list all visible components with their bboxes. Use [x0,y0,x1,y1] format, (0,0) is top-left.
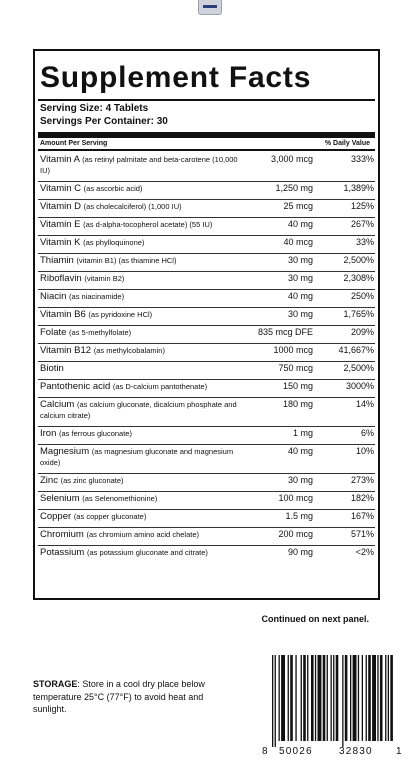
nutrient-name [40,428,240,439]
amount-per-serving-header: Amount Per Serving [40,140,108,147]
package-top-mark [198,0,222,15]
barcode-bar [281,655,285,741]
barcode-bar [307,655,308,741]
barcode-bar [358,655,359,741]
nutrient-daily-value: 2,500% [343,363,374,373]
barcode-bar [275,655,276,747]
barcode-bar [272,655,273,747]
nutrient-amount: 750 mcg [278,363,313,373]
daily-value-header: % Daily Value [324,140,370,147]
nutrient-row [38,271,375,290]
nutrient-row [38,343,375,362]
barcode-bar [336,655,339,741]
nutrient-row [38,509,375,528]
panel-title: Supplement Facts [40,61,312,94]
barcode-bar [318,655,322,741]
storage-note [33,678,233,716]
barcode-bar [350,655,351,741]
serving-size: Serving Size: 4 Tablets [40,103,149,114]
nutrient-source: (as phylloquinone) [83,238,145,247]
nutrient-row [38,152,375,182]
nutrient-row [38,199,375,218]
nutrient-name [40,529,240,540]
supplement-facts-panel [33,49,380,600]
nutrient-row [38,307,375,326]
nutrient-daily-value: 333% [350,154,374,164]
nutrient-label: Vitamin B6 [40,309,86,320]
nutrient-daily-value: 1,389% [343,183,374,193]
nutrient-amount: 30 mg [287,273,313,283]
barcode-bar [377,655,378,741]
nutrient-daily-value: <2% [355,547,374,557]
nutrient-name [40,154,240,176]
nutrient-label: Folate [40,327,67,338]
nutrient-source: (vitamin B1) (as thiamine HCl) [76,256,177,265]
nutrient-amount: 25 mcg [283,201,313,211]
nutrient-name [40,399,240,421]
nutrient-row [38,181,375,200]
nutrient-source: (as D-calcium pantothenate) [112,382,208,391]
barcode-digit-right: 32830 [339,746,373,757]
nutrient-row [38,379,375,398]
nutrient-source: (as 5-methylfolate) [69,328,132,337]
nutrient-source: (as ascorbic acid) [83,184,143,193]
nutrient-amount: 30 mg [287,309,313,319]
nutrient-daily-value: 167% [350,511,374,521]
nutrient-label: Vitamin K [40,237,81,248]
nutrient-label: Riboflavin [40,273,82,284]
nutrient-amount: 40 mcg [283,237,313,247]
title-rule [38,99,375,101]
storage-label: STORAGE [33,679,78,689]
nutrient-row [38,473,375,492]
barcode-bar [295,655,296,741]
nutrient-label: Potassium [40,547,85,558]
nutrient-amount: 150 mg [282,381,313,391]
barcode-bar [368,655,371,741]
nutrient-label: Selenium [40,493,80,504]
nutrient-row [38,217,375,236]
barcode-bar [390,655,393,741]
nutrient-name [40,291,240,302]
barcode-bar [366,655,367,741]
nutrient-source: (as potassium gluconate and citrate) [87,548,208,557]
nutrient-daily-value: 2,308% [343,273,374,283]
nutrient-name [40,511,240,522]
nutrient-daily-value: 33% [355,237,374,247]
nutrient-source: (as methylcobalamin) [93,346,165,355]
nutrient-row [38,444,375,474]
nutrient-amount: 90 mg [287,547,313,557]
nutrient-label: Vitamin B12 [40,345,92,356]
nutrient-amount: 30 mg [287,475,313,485]
nutrient-row [38,253,375,272]
nutrient-source: (as d-alpha-tocopherol acetate) (55 IU) [83,220,213,229]
barcode-bar [342,655,343,747]
servings-per-container: Servings Per Container: 30 [40,116,168,127]
nutrient-name [40,475,240,486]
barcode-bar [333,655,334,741]
nutrient-label: Pantothenic acid [40,381,111,392]
nutrient-amount: 30 mg [287,255,313,265]
nutrient-row [38,426,375,445]
barcode-digit-check: 1 [396,746,402,757]
nutrient-daily-value: 6% [360,428,374,438]
nutrient-amount: 40 mg [287,291,313,301]
barcode-bar [288,655,289,741]
nutrient-daily-value: 41,667% [338,345,374,355]
nutrient-daily-value: 250% [350,291,374,301]
barcode-bar [311,655,314,741]
serving-rule [38,132,375,138]
nutrient-source: (as niacinamide) [69,292,125,301]
nutrient-label: Vitamin D [40,201,82,212]
nutrient-daily-value: 125% [350,201,374,211]
nutrient-daily-value: 2,500% [343,255,374,265]
nutrient-name [40,327,240,338]
nutrient-daily-value: 14% [355,399,374,409]
nutrient-row [38,397,375,427]
nutrient-amount: 1.5 mg [285,511,313,521]
nutrient-daily-value: 267% [350,219,374,229]
nutrient-amount: 1 mg [292,428,313,438]
nutrient-amount: 1,250 mg [275,183,313,193]
storage-text: : Store in a cool dry place below temperature 25°C (77°F) to avoid heat and sunlight. [33,679,205,714]
nutrient-name [40,183,240,194]
nutrient-source: (as ferrous gluconate) [59,429,132,438]
nutrient-label: Vitamin E [40,219,81,230]
nutrient-source: (as copper gluconate) [73,512,147,521]
nutrient-row [38,545,375,563]
nutrient-daily-value: 1,765% [343,309,374,319]
nutrient-row [38,289,375,308]
barcode [262,655,402,757]
nutrient-name [40,237,240,248]
nutrient-source: (as calcium gluconate, dicalcium phosphate and calcium citrate) [40,400,237,420]
barcode-bar [323,655,326,741]
barcode-bar [388,655,389,741]
nutrient-label: Iron [40,428,57,439]
barcode-bar [353,655,357,741]
nutrient-label: Zinc [40,475,58,486]
nutrient-daily-value: 209% [350,327,374,337]
nutrient-daily-value: 182% [350,493,374,503]
barcode-digit-lead: 8 [262,746,268,757]
nutrient-source: (as pyridoxine HCl) [88,310,153,319]
barcode-bar [327,655,328,741]
nutrient-label: Calcium [40,399,75,410]
nutrient-amount: 40 mg [287,219,313,229]
nutrient-name [40,255,240,266]
barcode-bar [345,655,348,741]
nutrient-name [40,363,240,374]
nutrient-label: Biotin [40,363,64,374]
nutrient-name [40,273,240,284]
barcode-digit-left: 50026 [279,746,313,757]
nutrient-label: Chromium [40,529,84,540]
nutrient-daily-value: 571% [350,529,374,539]
nutrient-row [38,491,375,510]
nutrient-label: Vitamin A [40,154,80,165]
nutrient-name [40,219,240,230]
barcode-bars [262,655,402,747]
nutrient-amount: 200 mcg [278,529,313,539]
header-rule [38,149,375,151]
nutrient-name [40,201,240,212]
nutrient-name [40,446,240,468]
nutrient-amount: 3,000 mcg [270,154,313,164]
nutrient-name [40,345,240,356]
nutrient-source: (as zinc gluconate) [60,476,124,485]
barcode-bar [372,655,376,741]
nutrient-name [40,547,240,558]
nutrient-label: Magnesium [40,446,90,457]
nutrient-source: (as magnesium gluconate and magnesium oxide) [40,447,234,467]
nutrient-label: Copper [40,511,72,522]
nutrient-name [40,493,240,504]
barcode-bar [301,655,302,741]
nutrient-row [38,325,375,344]
nutrient-row [38,527,375,546]
nutrient-daily-value: 273% [350,475,374,485]
nutrient-source: (as retinyl palmitate and beta-carotene (10,000 IU) [40,155,238,175]
nutrient-name [40,309,240,320]
nutrient-name [40,381,240,392]
barcode-bar [279,655,280,741]
barcode-bar [380,655,383,741]
nutrient-amount: 1000 mcg [273,345,313,355]
continued-note: Continued on next panel. [261,614,369,624]
nutrient-amount: 100 mcg [278,493,313,503]
nutrient-amount: 40 mg [287,446,313,456]
nutrient-label: Niacin [40,291,67,302]
nutrient-row [38,235,375,254]
barcode-bar [362,655,363,741]
nutrient-amount: 835 mcg DFE [257,327,313,337]
barcode-bar [385,655,386,741]
barcode-bar [315,655,316,741]
nutrient-source: (as chromium amino acid chelate) [86,530,199,539]
nutrient-daily-value: 3000% [345,381,374,391]
nutrient-row [38,361,375,380]
nutrient-source: (as cholecalciferol) (1,000 IU) [83,202,182,211]
nutrient-source: (as Selenomethionine) [82,494,158,503]
barcode-bar [290,655,293,741]
nutrient-label: Thiamin [40,255,74,266]
blue-mark-bar [203,5,217,8]
nutrient-source: (vitamin B2) [84,274,125,283]
nutrient-amount: 180 mg [282,399,313,409]
nutrient-daily-value: 10% [355,446,374,456]
barcode-bar [303,655,306,741]
barcode-bar [331,655,332,741]
nutrient-label: Vitamin C [40,183,82,194]
